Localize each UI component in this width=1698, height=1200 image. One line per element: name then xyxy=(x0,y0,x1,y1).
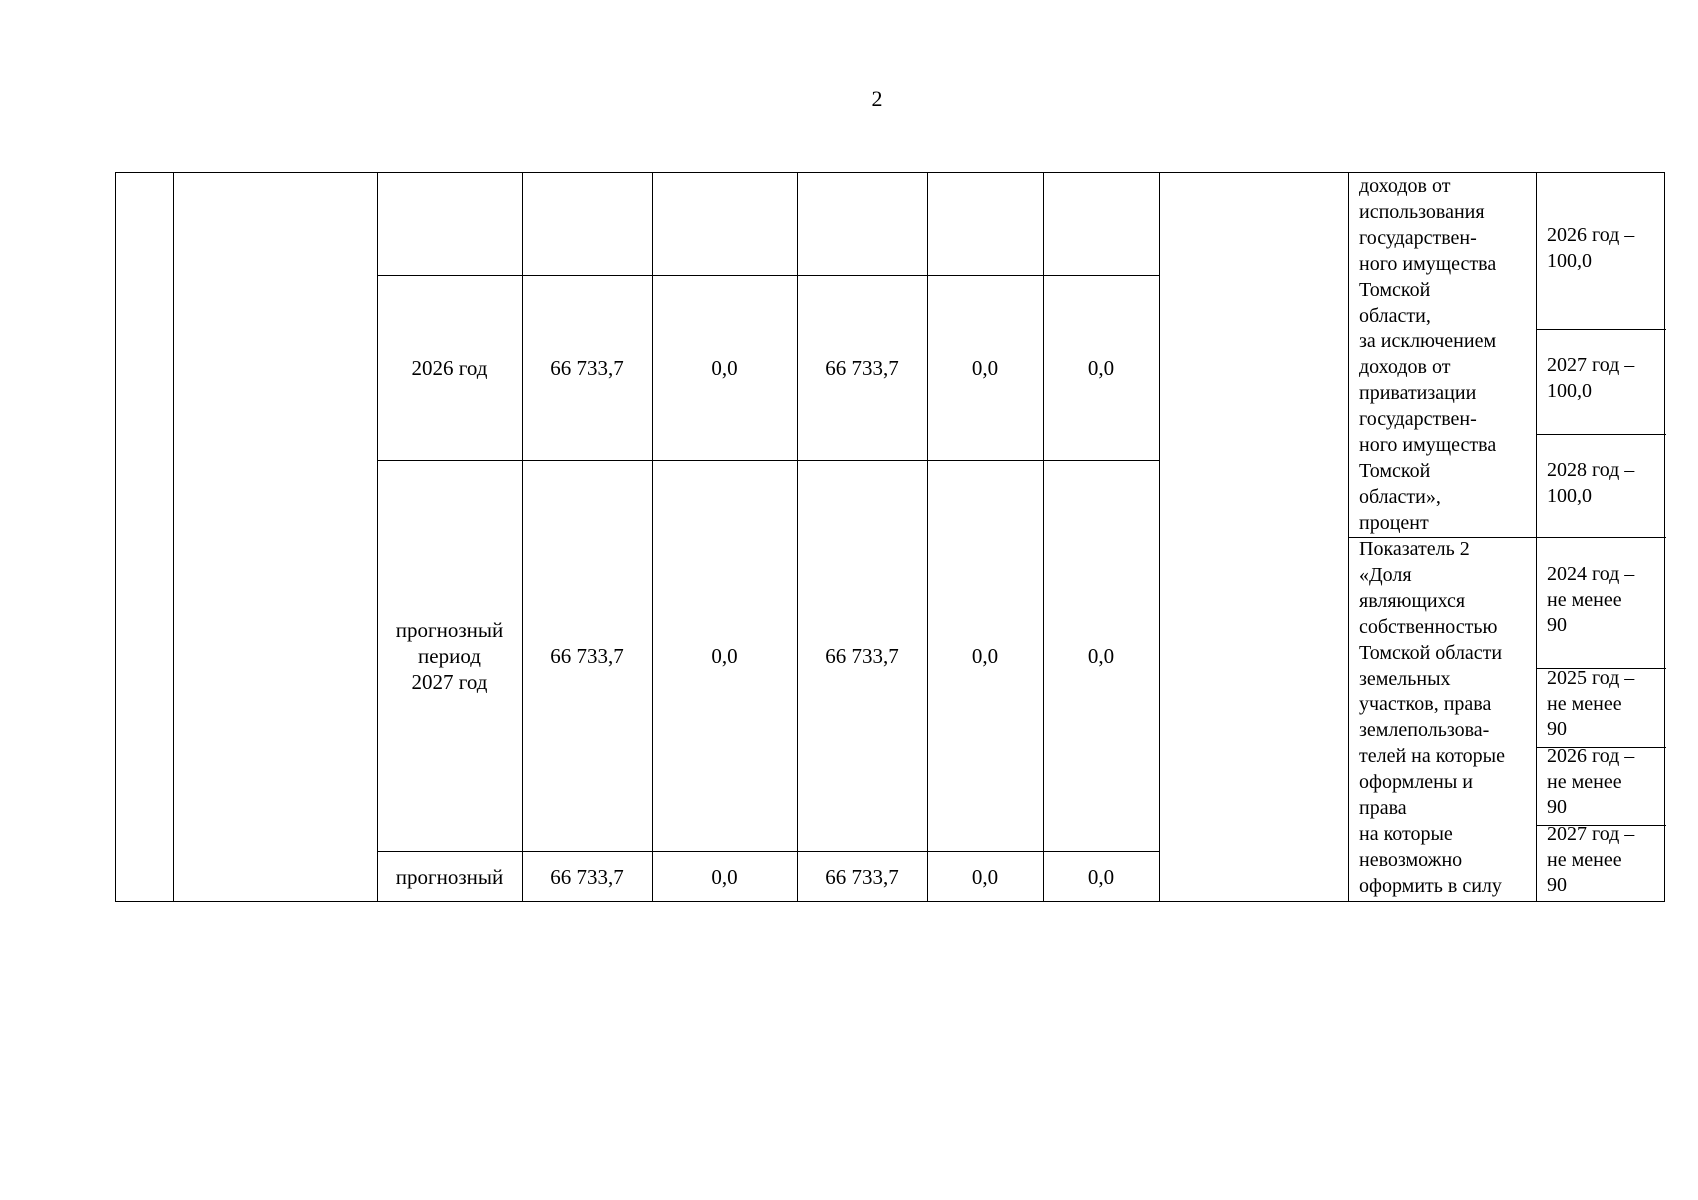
indicator-2-target: 2025 год – не менее 90 xyxy=(1547,667,1635,740)
period-cell xyxy=(377,173,522,275)
program-finance-table xyxy=(115,172,1665,902)
local-budget-cell: 0,0 xyxy=(971,643,999,668)
indicator-2-target: 2027 год – не менее 90 xyxy=(1547,823,1635,896)
federal-budget-cell: 0,0 xyxy=(711,865,738,889)
local-budget-cell: 0,0 xyxy=(971,865,999,889)
regional-budget-cell: 66 733,7 xyxy=(825,355,899,380)
other-sources-cell: 0,0 xyxy=(1087,643,1115,668)
target-divider xyxy=(1536,434,1666,435)
local-budget-cell: 0,0 xyxy=(971,355,999,380)
page-number: 2 xyxy=(871,86,883,111)
total-cell: 66 733,7 xyxy=(550,355,624,380)
indicator-2-target: 2026 год – не менее 90 xyxy=(1547,745,1635,818)
period-cell: прогнозный период 2027 год xyxy=(395,617,504,694)
regional-budget-cell: 66 733,7 xyxy=(825,865,899,889)
column-divider xyxy=(1159,173,1160,901)
column-divider xyxy=(173,173,174,901)
indicator-1-target: 2026 год – 100,0 xyxy=(1547,224,1635,272)
target-divider xyxy=(1536,329,1666,330)
indicator-2-target: 2024 год – не менее 90 xyxy=(1547,563,1635,636)
indicator-1-target: 2028 год – 100,0 xyxy=(1547,459,1635,507)
total-cell: 66 733,7 xyxy=(550,643,624,668)
other-sources-cell: 0,0 xyxy=(1087,865,1115,889)
period-cell: 2026 год xyxy=(411,355,488,380)
federal-budget-cell: 0,0 xyxy=(711,355,738,380)
other-sources-cell: 0,0 xyxy=(1087,355,1115,380)
indicator-1-description: доходов от использования государствен- ного имущества Томской области, за исключением доходов от приватизации государствен- ного имущества Томской области», процент xyxy=(1359,175,1497,534)
federal-budget-cell: 0,0 xyxy=(711,643,738,668)
indicator-2-description: Показатель 2 «Доля являющихся собственностью Томской области земельных участков, права землепользова- телей на которые оформлены и права на которые невозможно оформить в силу xyxy=(1359,538,1505,897)
indicator-1-target: 2027 год – 100,0 xyxy=(1547,354,1635,402)
total-cell: 66 733,7 xyxy=(550,865,624,889)
regional-budget-cell: 66 733,7 xyxy=(825,643,899,668)
period-cell: прогнозный xyxy=(395,865,504,889)
